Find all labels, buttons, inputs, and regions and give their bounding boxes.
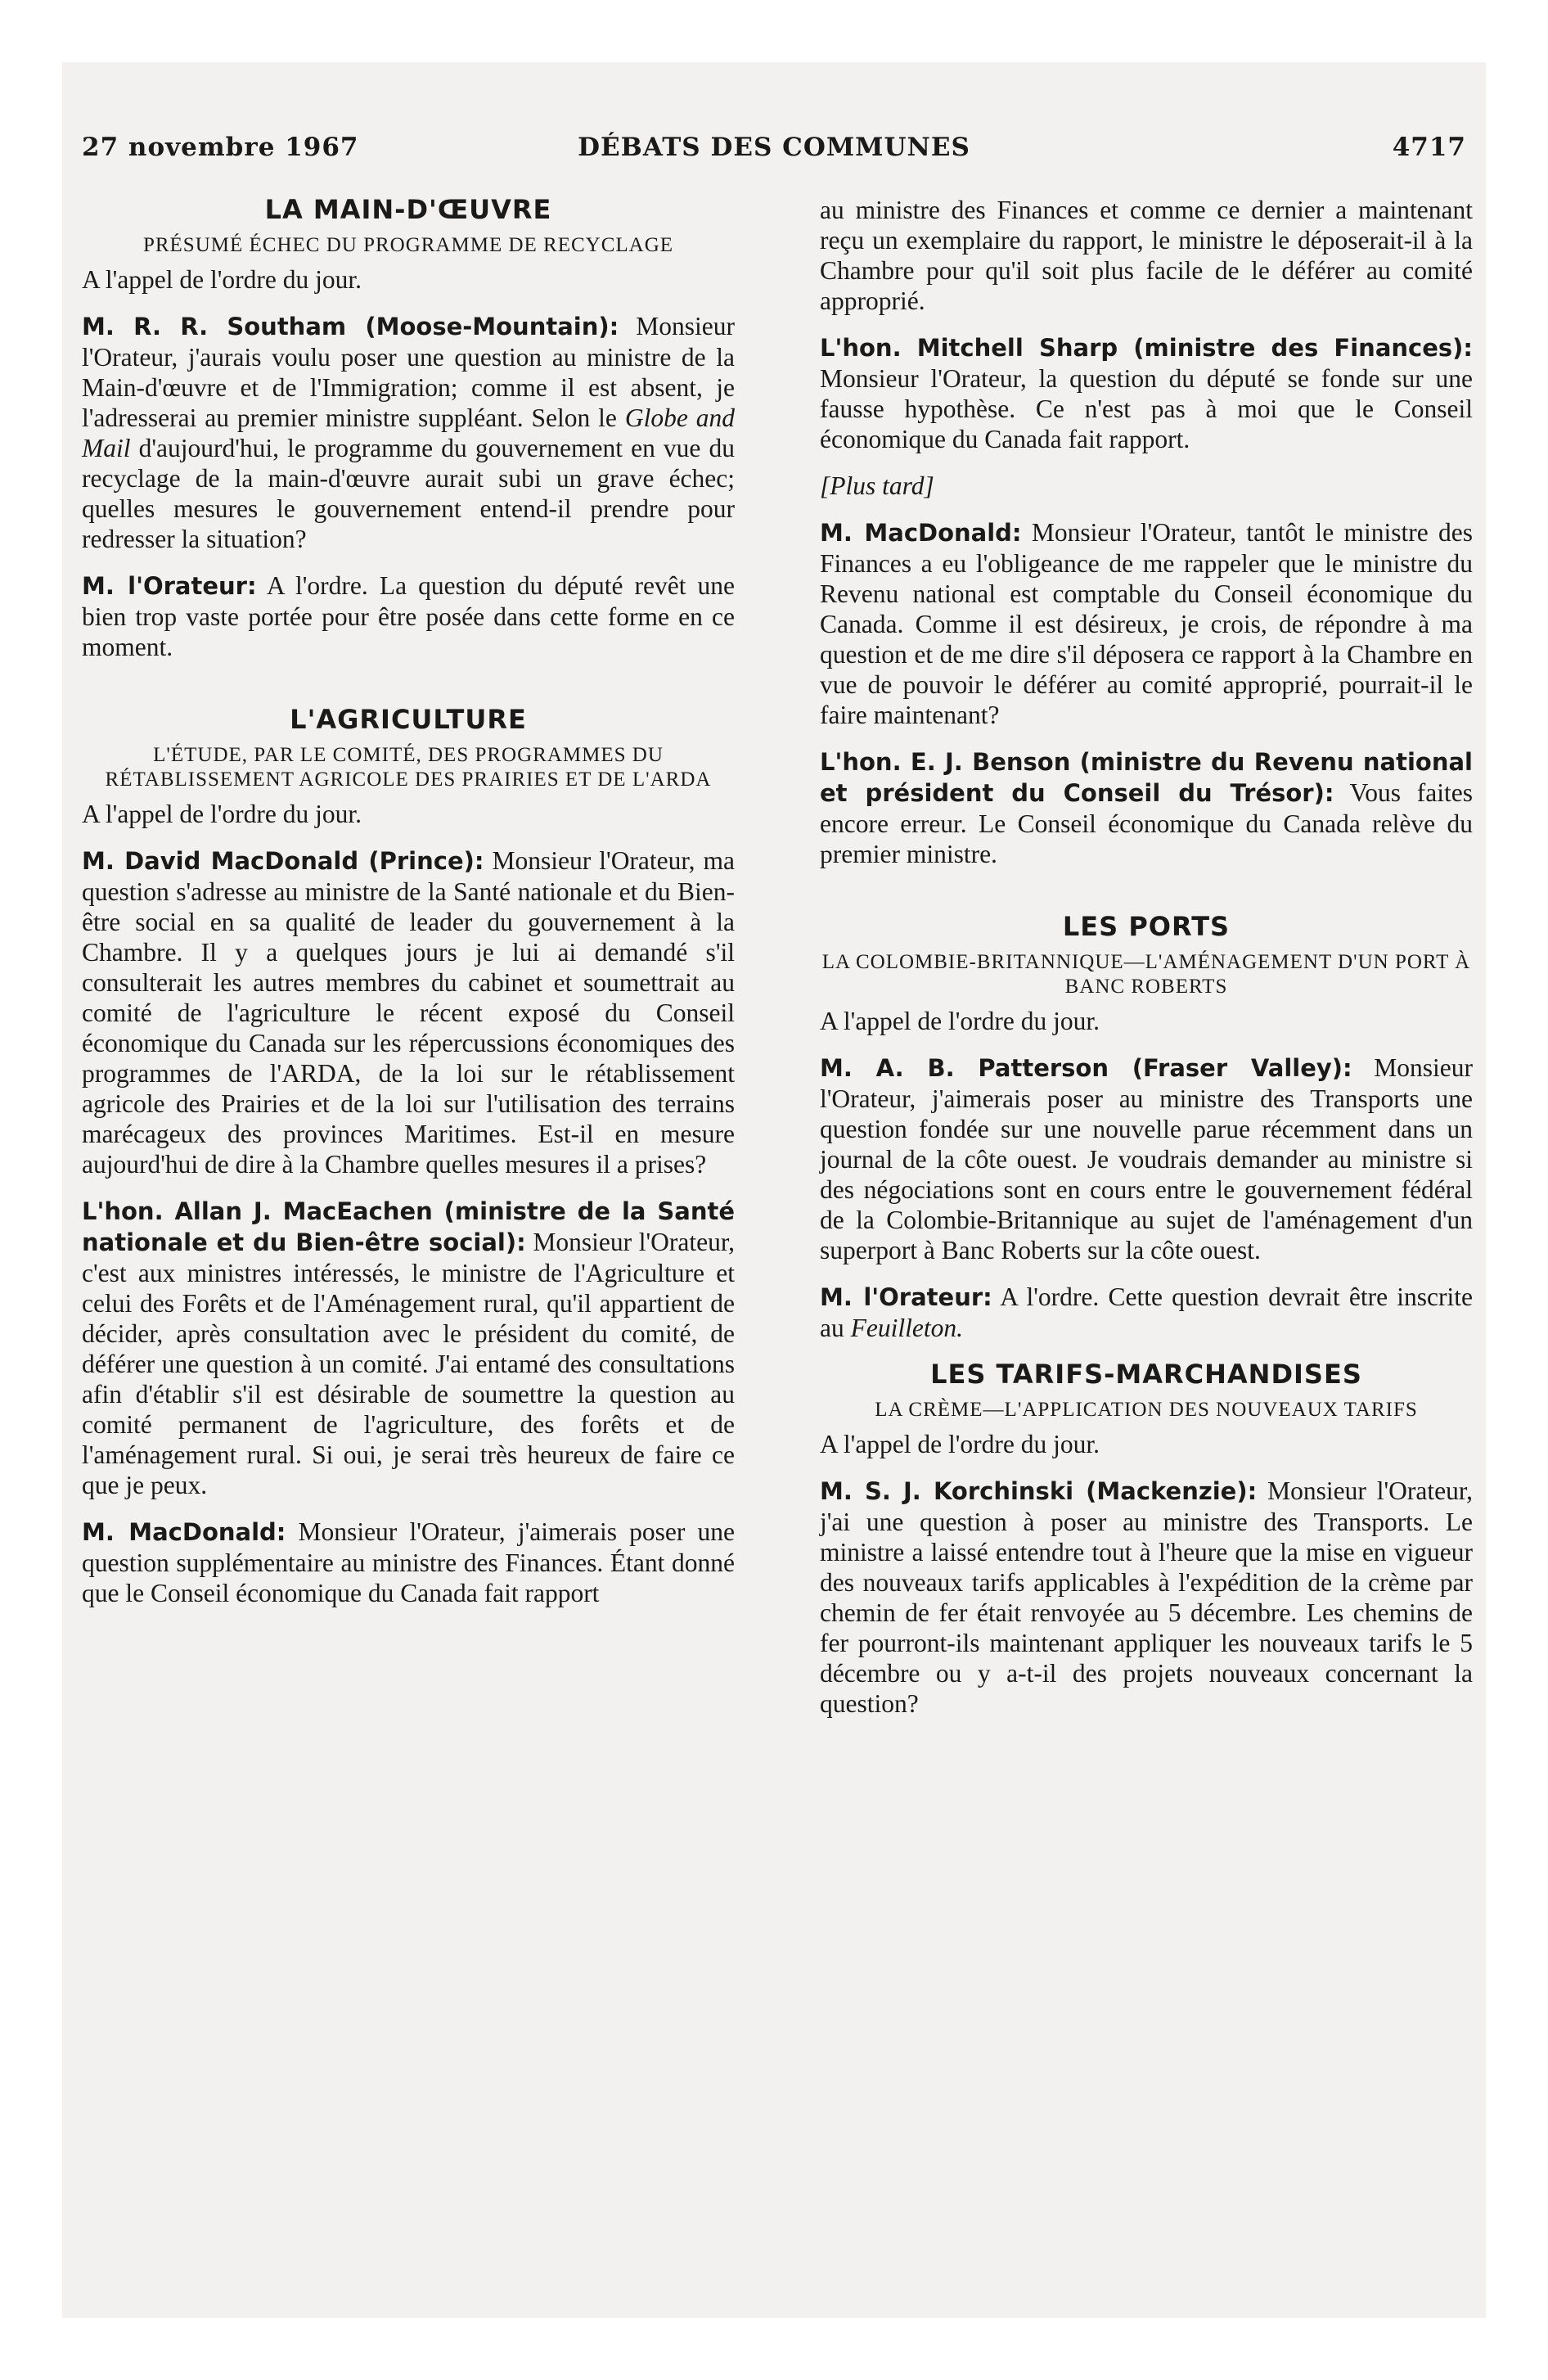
speech-macdonald-followup: [820, 517, 1473, 730]
order-of-day-note: A l'appel de l'ordre du jour.: [82, 800, 362, 828]
order-of-day-note: A l'appel de l'ordre du jour.: [820, 1007, 1100, 1035]
section-title-ports: LES PORTS: [1062, 911, 1231, 942]
section-subtitle-banc-roberts: LA COLOMBIE-BRITANNIQUE—L'AMÉNAGEMENT D'UN PORT À BANC ROBERTS: [821, 951, 1471, 998]
speech-southam: [82, 311, 735, 554]
section-subtitle-recyclage: PRÉSUMÉ ÉCHEC DU PROGRAMME DE RECYCLAGE: [142, 234, 674, 256]
speech-text: A l'ordre. La question du député revêt une bien trop vaste portée pour être posée dans cette forme en ce moment.: [82, 571, 736, 661]
speech-benson: [820, 746, 1473, 869]
speech-text: Monsieur l'Orateur, j'aimerais poser une question supplémentaire au ministre des Finances. Étant donné que le Conseil économique du Canada fait rapport: [82, 1517, 735, 1607]
later-note: [820, 471, 1473, 501]
left-column: [82, 195, 735, 1625]
speaker-name: M. l'Orateur:: [82, 572, 257, 600]
feuilleton-label: Feuilleton.: [850, 1314, 963, 1342]
order-of-day-note: A l'appel de l'ordre du jour.: [82, 265, 362, 294]
speech-text: Monsieur l'Orateur, j'ai une question à poser au ministre des Transports. Le ministre a laissé entendre tout à l'heure que la mise en vigueur des nouveaux tarifs applicables à l'expédition de la crème par chemin de fer était renvoyée au 5 décembre. Les chemins de fer pourront-ils maintenant appliquer les nouveaux tarifs le 5 décembre ou y a-t-il des projets nouveaux concernant la question?: [820, 1476, 1473, 1718]
running-head: [82, 133, 1466, 174]
speaker-name: M. A. B. Patterson (Fraser Valley):: [820, 1054, 1352, 1082]
speech-text: Monsieur l'Orateur, la question du député se fonde sur une fausse hypothèse. Ce n'est pas à moi que le Conseil économique du Canada fait rapport.: [820, 364, 1473, 453]
page-number: 4717: [1392, 133, 1466, 162]
speaker-name: M. MacDonald:: [820, 519, 1022, 547]
speech-patterson: [820, 1053, 1473, 1265]
speech-maceachen: [82, 1196, 735, 1500]
speech-text: A l'ordre. Cette question devrait être inscrite au: [820, 1282, 1473, 1342]
speaker-name: M. MacDonald:: [82, 1518, 286, 1546]
speech-korchinski: [820, 1476, 1473, 1719]
section-subtitle-creme: LA CRÈME—L'APPLICATION DES NOUVEAUX TARIFS: [875, 1399, 1418, 1421]
speech-text: Vous faites encore erreur. Le Conseil économique du Canada relève du premier ministre.: [820, 778, 1473, 868]
speech-text: d'aujourd'hui, le programme du gouvernement en vue du recyclage de la main-d'œuvre aurait subi un grave échec; quelles mesures le gouvernement entend-il prendre pour redresser la situation?: [82, 434, 735, 553]
speech-macdonald: [82, 845, 735, 1179]
section-title-agriculture: L'AGRICULTURE: [290, 704, 527, 735]
speech-orateur: [82, 570, 735, 662]
right-column: [820, 195, 1473, 1735]
speech-text: Monsieur l'Orateur, j'aurais voulu poser une question au ministre de la Main-d'œuvre et de l'Immigration; comme il est absent, je l'adresserai au premier ministre suppléant. Selon le: [82, 312, 735, 432]
plus-tard-label: [Plus tard]: [820, 471, 934, 500]
speaker-name: M. S. J. Korchinski (Mackenzie):: [820, 1477, 1258, 1505]
speaker-name: L'hon. Allan J. MacEachen (ministre de la Santé nationale et du Bien-être social):: [82, 1197, 735, 1256]
speech-sharp: [820, 332, 1473, 454]
speech-text: Monsieur l'Orateur, ma question s'adresse au ministre de la Santé nationale et du Bien-être social en sa qualité de leader du gouvernement à la Chambre. Il y a quelques jours je lui ai demandé s'il consulterait les autres membres du cabinet et soumettrait au comité de l'agriculture le récent exposé du Conseil économique du Canada sur les répercussions économiques des programmes de l'ARDA, de la loi sur le rétablissement agricole des Prairies et de la loi sur l'utilisation des terrains marécageux des provinces Maritimes. Est-il en mesure aujourd'hui de dire à la Chambre quelles mesures il a prises?: [82, 846, 735, 1179]
journal-title: DÉBATS DES COMMUNES: [578, 133, 970, 162]
speaker-name: M. R. R. Southam (Moose-Mountain):: [82, 313, 619, 340]
speaker-name: L'hon. Mitchell Sharp (ministre des Finances):: [820, 334, 1473, 362]
order-of-day-note: A l'appel de l'ordre du jour.: [820, 1430, 1100, 1458]
speaker-name: M. l'Orateur:: [820, 1283, 992, 1311]
speech-text: Monsieur l'Orateur, c'est aux ministres intéressés, le ministre de l'Agriculture et celui des Forêts et de l'Aménagement rural, qu'il appartient de décider, après consultation avec le président du comité, de déférer une question à un comité. J'ai entamé des consultations afin d'établir s'il est désirable de soumettre la question au comité permanent de l'agriculture, des forêts et de l'aménagement rural. Si oui, je serai très heureux de faire ce que je peux.: [82, 1228, 735, 1499]
speaker-name: L'hon. E. J. Benson (ministre du Revenu national et président du Conseil du Trésor):: [820, 748, 1473, 807]
section-title-tarifs: LES TARIFS-MARCHANDISES: [930, 1359, 1362, 1390]
newspaper-title: Globe and Mail: [82, 403, 735, 462]
page: [62, 62, 1486, 2318]
page-date: 27 novembre 1967: [82, 133, 359, 162]
speech-text: Monsieur l'Orateur, tantôt le ministre des Finances a eu l'obligeance de me rappeler que le ministre du Revenu national est comptable du Conseil économique du Canada. Comme il est désireux, je crois, de répondre à ma question et de me dire s'il déposera ce rapport à la Chambre en vue de pouvoir le déférer au comité approprié, pourrait-il le faire maintenant?: [820, 518, 1473, 729]
speech-text: Monsieur l'Orateur, j'aimerais poser au ministre des Transports une question fondée sur une nouvelle parue récemment dans un journal de la côte ouest. Je voudrais demander au ministre si des négociations sont en cours entre le gouvernement fédéral de la Colombie-Britannique au sujet de l'aménagement d'un superport à Banc Roberts sur la côte ouest.: [820, 1053, 1474, 1264]
speech-continuation: au ministre des Finances et comme ce dernier a maintenant reçu un exemplaire du rapport, le ministre le déposerait-il à la Chambre pour qu'il soit plus facile de le déférer au comité approprié.: [820, 196, 1473, 315]
section-subtitle-arda: L'ÉTUDE, PAR LE COMITÉ, DES PROGRAMMES DU RÉTABLISSEMENT AGRICOLE DES PRAIRIES ET DE L'ARDA: [105, 744, 712, 791]
speaker-name: M. David MacDonald (Prince):: [82, 847, 484, 875]
speech-macdonald-supplementary: [82, 1517, 735, 1608]
speech-orateur-feuilleton: [820, 1282, 1473, 1343]
section-title-main-doeuvre: LA MAIN-D'ŒUVRE: [264, 194, 552, 225]
